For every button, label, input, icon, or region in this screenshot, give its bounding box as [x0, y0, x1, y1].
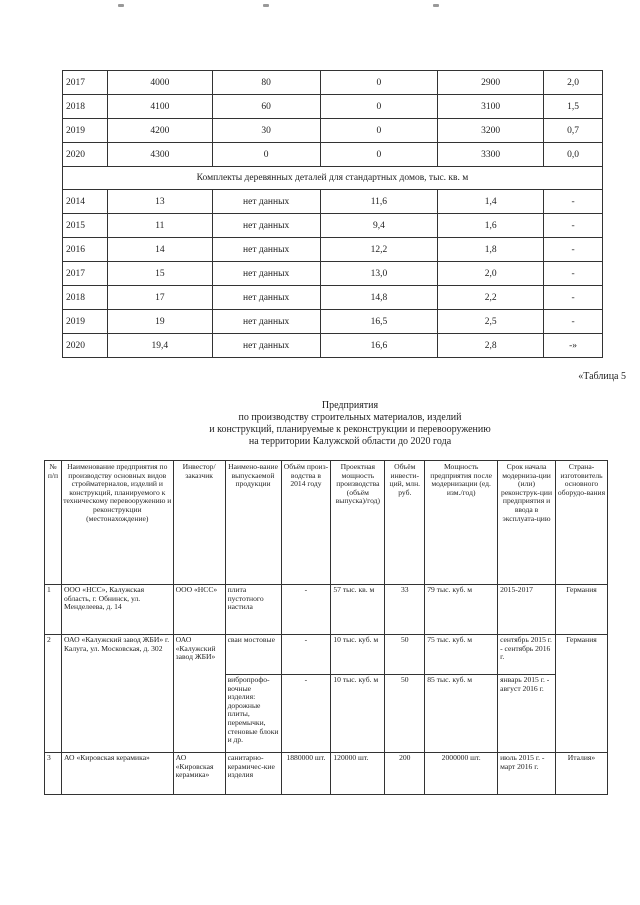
- title-line: и конструкций, планируемые к реконструкции и перевооружению: [209, 424, 491, 435]
- table-row: вибропрофо-вочные изделия: дорожные плиты, перемычки, стеновые блоки и др. - 10 тыс. куб. м 50 85 тыс. куб. м январь 2015 г. - август 2016 г.: [45, 675, 608, 753]
- section-header-row: [63, 167, 603, 190]
- table-row: 2018 4100 60 0 3100 1,5: [63, 95, 603, 119]
- table-title: [180, 400, 520, 448]
- header-investor: Инвестор/ заказчик: [173, 461, 225, 585]
- table-row: 2020 4300 0 0 3300 0,0: [63, 143, 603, 167]
- table-row: 2019 4200 30 0 3200 0,7: [63, 119, 603, 143]
- title-line: на территории Калужской области до 2020 года: [248, 436, 452, 447]
- table-row: 2017 4000 80 0 2900 2,0: [63, 71, 603, 95]
- header-name: Наименование предприятия по производству основных видов стройматериалов, изделий и конструкций, планируемого к техническому перевооружению и реконструкции (местонахождение): [61, 461, 173, 585]
- header-row: [45, 461, 608, 585]
- table-row: 1 ООО «НСС», Калужская область, г. Обнинск, ул. Менделеева, д. 14 ООО «НСС» плита пустотного настила - 57 тыс. кв. м 33 79 тыс. куб. м 2015-2017 Германия: [45, 585, 608, 635]
- header-capacity-after: Мощность предприятия после модернизации (ед. изм./год): [425, 461, 498, 585]
- scan-marks: [0, 4, 640, 14]
- table-row: 2014 13 нет данных 11,6 1,4 -: [63, 190, 603, 214]
- table-number-label: «Таблица 5: [578, 371, 626, 382]
- production-continuation-table: [62, 70, 603, 358]
- header-capacity: Проектная мощность производства (объём выпуска)/год): [331, 461, 385, 585]
- table-row: 2016 14 нет данных 12,2 1,8 -: [63, 238, 603, 262]
- header-product: Наимено-вание выпускаемой продукции: [225, 461, 281, 585]
- enterprises-table: [44, 460, 608, 795]
- header-investment: Объём инвести-ций, млн. руб.: [385, 461, 425, 585]
- table-row: 2015 11 нет данных 9,4 1,6 -: [63, 214, 603, 238]
- title-line: по производству строительных материалов, изделий: [238, 412, 462, 423]
- table-row: 2020 19,4 нет данных 16,6 2,8 -»: [63, 334, 603, 358]
- title-line: Предприятия: [321, 400, 379, 411]
- header-num: № п/п: [45, 461, 62, 585]
- table-row: 2017 15 нет данных 13,0 2,0 -: [63, 262, 603, 286]
- header-volume-2014: Объём произ-водства в 2014 году: [281, 461, 331, 585]
- table-row: 2018 17 нет данных 14,8 2,2 -: [63, 286, 603, 310]
- header-term: Срок начала модерниза-ции (или) реконструк-ции предприятия и ввода в эксплуата-цию: [498, 461, 556, 585]
- section-title: Комплекты деревянных деталей для стандартных домов, тыс. кв. м: [63, 167, 603, 190]
- table-row: 3 АО «Кировская керамика» АО «Кировская керамика» санитарно-керамичес-кие изделия 1880000 шт. 120000 шт. 200 2000000 шт. июль 2015 г. - март 2016 г. Италия»: [45, 753, 608, 795]
- table-row: 2 ОАО «Калужский завод ЖБИ» г. Калуга, ул. Московская, д. 302 ОАО «Калужский завод ЖБИ» сваи мостовые - 10 тыс. куб. м 50 75 тыс. куб. м сентябрь 2015 г. - сентябрь 2016 г. Германия: [45, 635, 608, 675]
- table-row: 2019 19 нет данных 16,5 2,5 -: [63, 310, 603, 334]
- header-country: Страна-изготовитель основного оборудо-вания: [555, 461, 607, 585]
